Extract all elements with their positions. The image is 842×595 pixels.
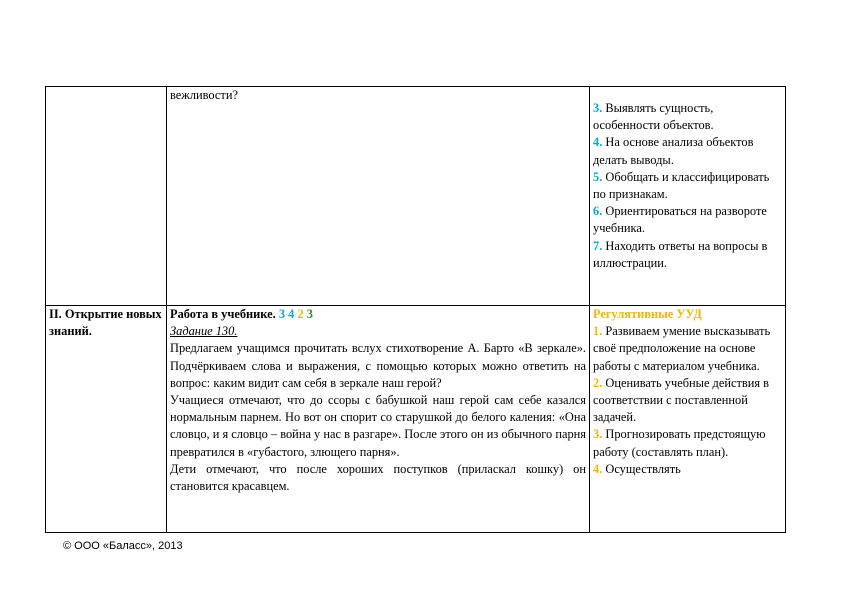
- uud-item: [593, 426, 782, 460]
- item-number: 5.: [593, 169, 603, 184]
- item-text: Находить ответы на вопросы в иллюстрации.: [593, 238, 768, 270]
- paragraph: Дети отмечают, что после хороших поступков (приласкал кошку) он становится красавцем.: [170, 461, 586, 494]
- marker: 4: [288, 307, 295, 321]
- uud-item: [593, 323, 782, 375]
- content-text: вежливости?: [170, 88, 238, 102]
- lesson-table: [45, 86, 786, 533]
- item-text: Осуществлять: [602, 461, 681, 476]
- uud-item: [593, 375, 782, 427]
- table-row: [46, 306, 786, 533]
- uud-cell: [590, 87, 786, 306]
- stage-cell: [46, 87, 167, 306]
- item-number: 4.: [593, 135, 603, 150]
- content-heading: [170, 306, 586, 323]
- paragraph: Учащиеся отмечают, что до ссоры с бабушкой наш герой сам себе казался нормальным парнем. Но вот он спорит со старушкой до белого каления: «Она словцо, и я словцо – война у нас в разгаре». После этого он из обычного парня превратился в «губастого, злющего парня».: [170, 393, 586, 459]
- item-text: Выявлять сущность, особенности объектов.: [593, 101, 714, 133]
- item-text: Ориентироваться на развороте учебника.: [593, 204, 767, 236]
- marker: 3: [278, 307, 286, 321]
- uud-cell: [590, 306, 786, 533]
- item-number: 4.: [593, 461, 603, 476]
- item-text: Прогнозировать предстоящую работу (составлять план).: [593, 427, 766, 459]
- table-row: [46, 87, 786, 306]
- uud-heading: Регулятивные УУД: [593, 307, 702, 321]
- item-number: 3.: [593, 427, 603, 442]
- marker: 3: [306, 307, 313, 321]
- stage-cell: II. Открытие новых знаний.: [46, 306, 167, 533]
- item-text: Развиваем умение высказывать своё предположение на основе работы с материалом учебника.: [593, 324, 771, 373]
- uud-item: [593, 203, 782, 237]
- uud-item: [593, 100, 782, 134]
- uud-item: [593, 169, 782, 203]
- task-label: Задание 130.: [170, 324, 238, 339]
- content-cell: [167, 87, 590, 306]
- marker: 2: [297, 307, 304, 321]
- content-cell: [167, 306, 590, 533]
- copyright-footer: © ООО «Баласс», 2013: [63, 540, 183, 552]
- heading-text: Работа в учебнике.: [170, 307, 276, 321]
- item-text: Обобщать и классифицировать по признакам.: [593, 169, 770, 202]
- paragraph: Предлагаем учащимся прочитать вслух стихотворение А. Барто «В зеркале». Подчёркиваем слова и выражения, с помощью которых можно ответить на вопрос: каким видит сам себя в зеркале наш герой?: [170, 341, 586, 390]
- item-number: 1.: [593, 324, 603, 339]
- item-number: 3.: [593, 101, 603, 115]
- uud-item: [593, 238, 782, 272]
- item-text: Оценивать учебные действия в соответствии с поставленной задачей.: [593, 375, 770, 425]
- item-text: На основе анализа объектов делать выводы.: [593, 135, 754, 167]
- uud-item: [593, 134, 782, 168]
- item-number: 2.: [593, 375, 603, 390]
- item-number: 7.: [593, 238, 603, 253]
- uud-item: [593, 461, 782, 478]
- item-number: 6.: [593, 204, 603, 219]
